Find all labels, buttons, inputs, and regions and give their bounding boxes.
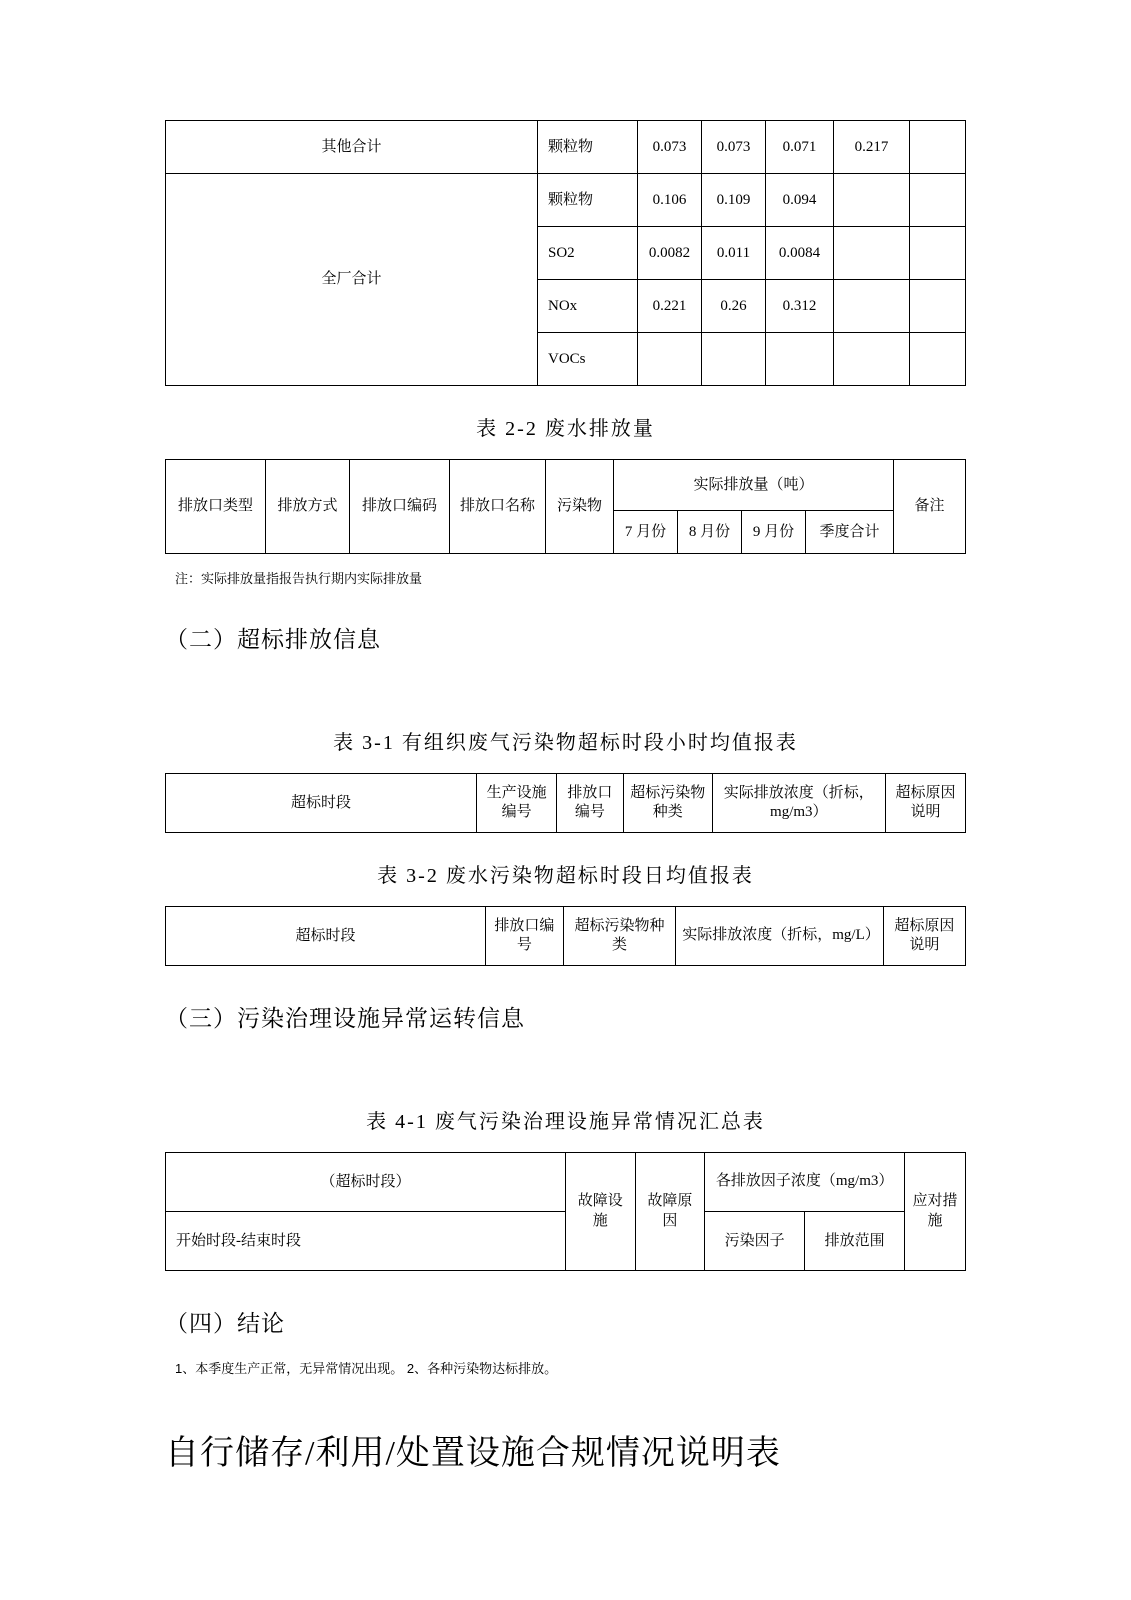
header-facility-code: 生产设施编号 xyxy=(477,774,557,833)
header-pollutant-type: 超标污染物种类 xyxy=(623,774,712,833)
pollutant-name: VOCs xyxy=(538,333,638,386)
header-actual-discharge-group: 实际排放量（吨） xyxy=(614,460,894,511)
value-month1: 0.221 xyxy=(638,280,702,333)
header-month3: 9 月份 xyxy=(742,511,806,554)
header-outlet-name: 排放口名称 xyxy=(450,460,546,554)
value-remark xyxy=(910,121,966,174)
header-exceedance-period: 超标时段 xyxy=(166,907,486,966)
conclusion-text: 1、本季度生产正常，无异常情况出现。 2、各种污染物达标排放。 xyxy=(175,1361,558,1376)
pollutant-name: SO2 xyxy=(538,227,638,280)
section-heading-exceedance: （二）超标排放信息 xyxy=(165,627,381,652)
header-discharge-range: 排放范围 xyxy=(805,1212,905,1271)
value-month1: 0.073 xyxy=(638,121,702,174)
page-title: 自行储存/利用/处置设施合规情况说明表 xyxy=(165,1435,781,1472)
header-pollutant: 污染物 xyxy=(546,460,614,554)
table-header-row xyxy=(166,460,966,511)
value-month3: 0.071 xyxy=(766,121,834,174)
value-month2: 0.109 xyxy=(702,174,766,227)
header-fault-reason: 故障原因 xyxy=(635,1153,705,1271)
value-month2: 0.011 xyxy=(702,227,766,280)
caption-table-3-2: 表 3-2 废水污染物超标时段日均值报表 xyxy=(377,865,754,887)
header-remark: 备注 xyxy=(894,460,966,554)
header-outlet-code: 排放口编号 xyxy=(486,907,564,966)
caption-table-2-2: 表 2-2 废水排放量 xyxy=(476,418,655,440)
section-heading-abnormal-operation: （三）污染治理设施异常运转信息 xyxy=(165,1006,525,1031)
caption-table-4-1: 表 4-1 废气污染治理设施异常情况汇总表 xyxy=(366,1111,765,1133)
pollutant-name: 颗粒物 xyxy=(538,121,638,174)
wastewater-exceedance-daily-table xyxy=(165,906,966,966)
value-quarter xyxy=(834,227,910,280)
gas-treatment-abnormal-table xyxy=(165,1152,966,1271)
table-header-row xyxy=(166,907,966,966)
header-period-group: （超标时段） xyxy=(166,1153,566,1212)
category-other-total: 其他合计 xyxy=(166,121,538,174)
header-month2: 8 月份 xyxy=(678,511,742,554)
table-header-row xyxy=(166,774,966,833)
header-concentration-group: 各排放因子浓度（mg/m3） xyxy=(705,1153,905,1212)
value-month2: 0.26 xyxy=(702,280,766,333)
caption-table-3-1: 表 3-1 有组织废气污染物超标时段小时均值报表 xyxy=(333,732,798,754)
table-header-row xyxy=(166,1153,966,1212)
value-month3: 0.312 xyxy=(766,280,834,333)
value-month3: 0.094 xyxy=(766,174,834,227)
value-quarter: 0.217 xyxy=(834,121,910,174)
value-remark xyxy=(910,174,966,227)
value-quarter xyxy=(834,174,910,227)
header-month1: 7 月份 xyxy=(614,511,678,554)
header-outlet-type: 排放口类型 xyxy=(166,460,266,554)
header-exceedance-period: 超标时段 xyxy=(166,774,477,833)
gas-emission-total-table xyxy=(165,120,966,386)
header-actual-concentration: 实际排放浓度（折标，mg/L） xyxy=(676,907,884,966)
header-outlet-code: 排放口编号 xyxy=(557,774,624,833)
note-table-2-2: 注：实际排放量指报告执行期内实际排放量 xyxy=(175,571,423,586)
section-heading-conclusion: （四）结论 xyxy=(165,1311,285,1336)
category-plant-total: 全厂合计 xyxy=(166,174,538,386)
header-fault-facility: 故障设施 xyxy=(566,1153,636,1271)
table-row xyxy=(166,121,966,174)
header-outlet-code: 排放口编码 xyxy=(350,460,450,554)
header-pollutant-type: 超标污染物种类 xyxy=(563,907,675,966)
value-month1 xyxy=(638,333,702,386)
value-month1: 0.0082 xyxy=(638,227,702,280)
header-measures: 应对措施 xyxy=(905,1153,966,1271)
header-period-detail: 开始时段-结束时段 xyxy=(166,1212,566,1271)
value-quarter xyxy=(834,280,910,333)
value-month3 xyxy=(766,333,834,386)
value-month2: 0.073 xyxy=(702,121,766,174)
header-quarter-total: 季度合计 xyxy=(806,511,894,554)
value-remark xyxy=(910,280,966,333)
table-row xyxy=(166,174,966,227)
value-month1: 0.106 xyxy=(638,174,702,227)
header-discharge-method: 排放方式 xyxy=(266,460,350,554)
value-remark xyxy=(910,333,966,386)
header-exceedance-reason: 超标原因说明 xyxy=(885,774,965,833)
header-pollutant-factor: 污染因子 xyxy=(705,1212,805,1271)
header-actual-concentration: 实际排放浓度（折标，mg/m3） xyxy=(712,774,885,833)
value-month2 xyxy=(702,333,766,386)
value-quarter xyxy=(834,333,910,386)
header-exceedance-reason: 超标原因说明 xyxy=(883,907,965,966)
gas-exceedance-hourly-table xyxy=(165,773,966,833)
pollutant-name: NOx xyxy=(538,280,638,333)
pollutant-name: 颗粒物 xyxy=(538,174,638,227)
wastewater-emission-table xyxy=(165,459,966,554)
value-month3: 0.0084 xyxy=(766,227,834,280)
value-remark xyxy=(910,227,966,280)
